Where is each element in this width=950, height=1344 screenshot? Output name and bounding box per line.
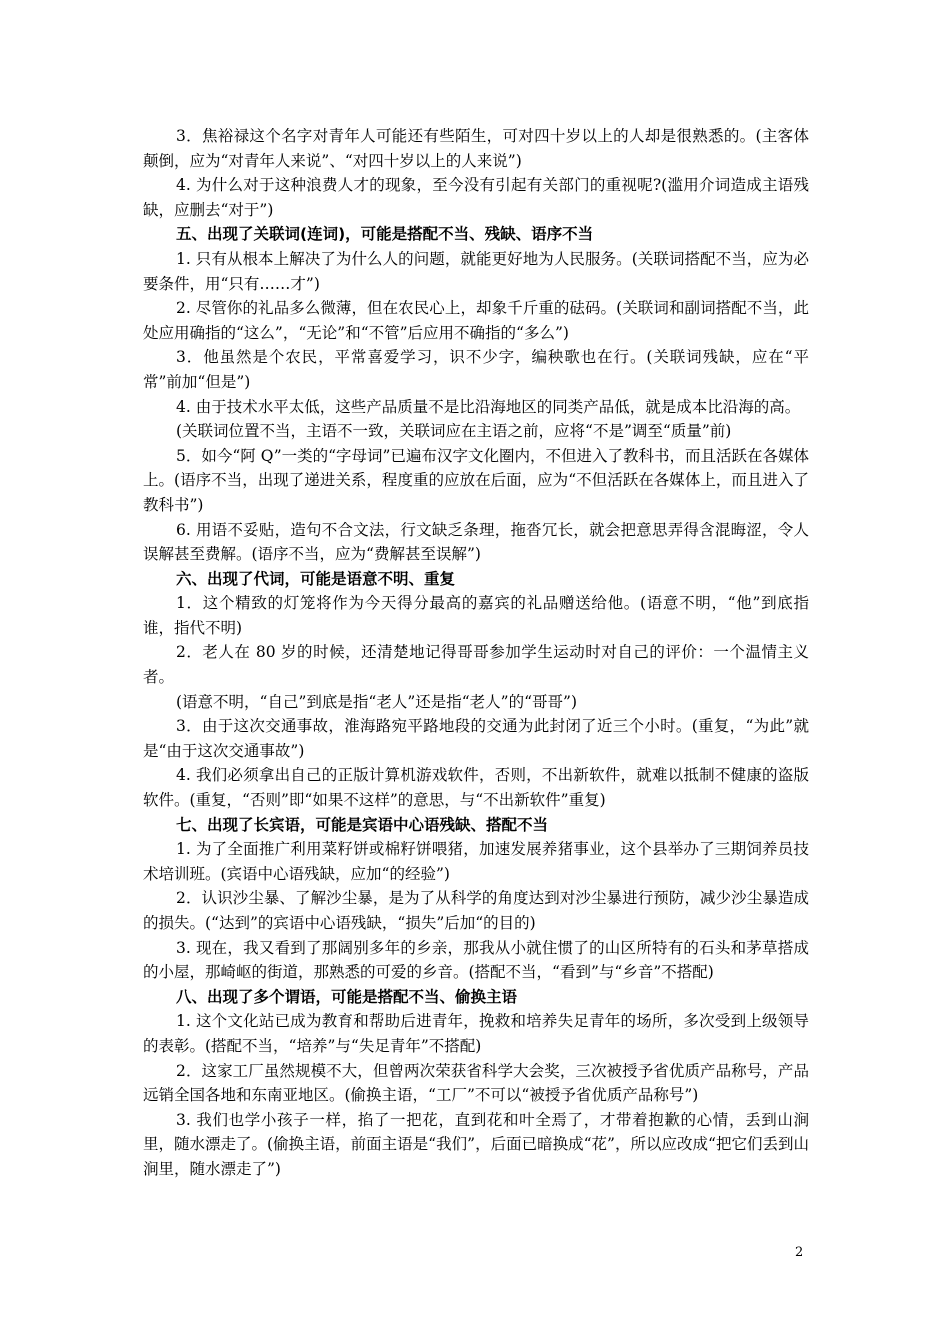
section-heading: 五、出现了关联词(连词)，可能是搭配不当、残缺、语序不当 <box>176 225 594 244</box>
paragraph: 2. 尽管你的礼品多么微薄，但在农民心上，却象千斤重的砝码。(关联词和副词搭配不当，此处应用确指的“这么”，“无论”和“不管”后应用不确指的“多么”) <box>143 299 809 342</box>
section-heading: 六、出现了代词，可能是语意不明、重复 <box>176 569 456 588</box>
paragraph: 4. 我们必须拿出自己的正版计算机游戏软件，否则，不出新软件，就难以抵制不健康的盗版软件。(重复，“否则”即“如果不这样”的意思，与“不出新软件”重复) <box>143 766 809 810</box>
paragraph: 2．认识沙尘暴、了解沙尘暴，是为了从科学的角度达到对沙尘暴进行预防，减少沙尘暴造成的损失。(“达到”的宾语中心语残缺，“损失”后加“的目的) <box>143 889 809 932</box>
paragraph: 1. 只有从根本上解决了为什么人的问题，就能更好地为人民服务。(关联词搭配不当，应为必要条件，用“只有……才”) <box>143 249 809 293</box>
paragraph: 3．他虽然是个农民，平常喜爱学习，识不少字，编秧歌也在行。(关联词残缺，应在“平常”前加“但是”) <box>143 348 809 391</box>
paragraph: 2．这家工厂虽然规模不大，但曾两次荣获省科学大会奖，三次被授予省优质产品称号，产品远销全国各地和东南亚地区。(偷换主语，“工厂”不可以“被授予省优质产品称号”) <box>143 1061 809 1105</box>
paragraph: 3. 我们也学小孩子一样，掐了一把花，直到花和叶全焉了，才带着抱歉的心情，丢到山涧里，随水漂走了。(偷换主语，前面主语是“我们”，后面已暗换成“花”，所以应改成“把它们丢到山涧里，随水漂走了”) <box>143 1110 809 1178</box>
page-number: 2 <box>795 1245 804 1260</box>
paragraph: (语意不明，“自己”到底是指“老人”还是指“老人”的“哥哥”) <box>176 692 577 711</box>
paragraph: 3．由于这次交通事故，淮海路宛平路地段的交通为此封闭了近三个小时。(重复，“为此”就是“由于这次交通事故”) <box>143 717 809 760</box>
paragraph: 2．老人在 80 岁的时候，还清楚地记得哥哥参加学生运动时对自己的评价：一个温情主义者。 <box>143 643 809 687</box>
paragraph: (关联词位置不当，主语不一致，关联词应在主语之前，应将“不是”调至“质量”前) <box>176 422 732 441</box>
paragraph: 3. 现在，我又看到了那阔别多年的乡亲，那我从小就住惯了的山区所特有的石头和茅草搭成的小屋，那崎岖的街道，那熟悉的可爱的乡音。(搭配不当，“看到”与“乡音”不搭配) <box>143 938 809 982</box>
document-body <box>143 124 809 1182</box>
paragraph: 4. 为什么对于这种浪费人才的现象，至今没有引起有关部门的重视呢?(滥用介词造成主语残缺，应删去“对于”) <box>143 176 809 219</box>
section-heading: 八、出现了多个谓语，可能是搭配不当、偷换主语 <box>176 987 518 1006</box>
paragraph: 1. 为了全面推广利用菜籽饼或棉籽饼喂猪，加速发展养猪事业，这个县举办了三期饲养员技术培训班。(宾语中心语残缺，应加“的经验”) <box>143 840 809 883</box>
paragraph: 5．如今“阿 Q”一类的“字母词”已遍布汉字文化圈内，不但进入了教科书，而且活跃在各媒体上。(语序不当，出现了递进关系，程度重的应放在后面，应为“不但活跃在各媒体上，而且进入了教科书”) <box>143 446 809 514</box>
paragraph: 1. 这个文化站已成为教育和帮助后进青年，挽救和培养失足青年的场所，多次受到上级领导的表彰。(搭配不当，“培养”与“失足青年”不搭配) <box>143 1012 809 1055</box>
paragraph: 4. 由于技术水平太低，这些产品质量不是比沿海地区的同类产品低，就是成本比沿海的高。 <box>176 397 801 416</box>
section-heading: 七、出现了长宾语，可能是宾语中心语残缺、搭配不当 <box>176 815 549 834</box>
paragraph: 1．这个精致的灯笼将作为今天得分最高的嘉宾的礼品赠送给他。(语意不明，“他”到底指谁，指代不明) <box>143 594 809 637</box>
paragraph: 3．焦裕禄这个名字对青年人可能还有些陌生，可对四十岁以上的人却是很熟悉的。(主客体颠倒，应为“对青年人来说”、“对四十岁以上的人来说”) <box>143 127 809 170</box>
paragraph: 6. 用语不妥贴，造句不合文法，行文缺乏条理，拖沓冗长，就会把意思弄得含混晦涩，令人误解甚至费解。(语序不当，应为“费解甚至误解”) <box>143 520 809 564</box>
